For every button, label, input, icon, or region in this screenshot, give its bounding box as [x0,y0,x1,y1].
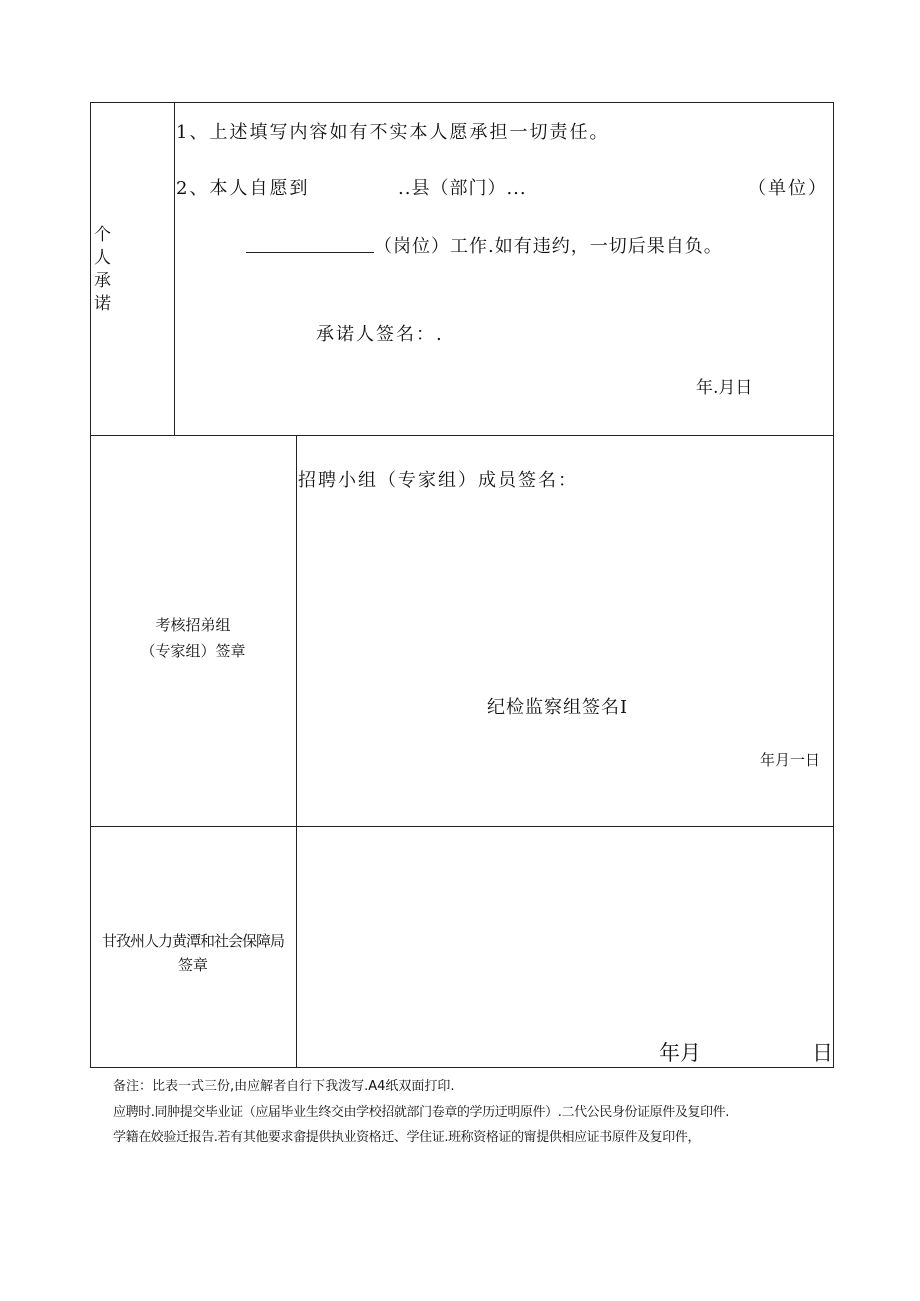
group-signature-label: 招聘小组（专家组）成员签名： [298,470,578,491]
label-char: 承 [94,271,111,291]
position-blank [246,234,374,253]
commitment-line-3: （岗位）工作.如有违约，一切后果自负。 [374,236,723,257]
col-divider-section1 [174,102,175,436]
hr-bureau-label-line2: 签章 [177,956,208,974]
commitment-signature-label: 承诺人签名：. [316,324,444,345]
personal-commitment-label [94,224,118,316]
assessment-date: 年月一日 [760,751,821,769]
notes-line-3: 学籍在姣验迁报告.若有其他要求畲提供执业资格迁、学住证.班称资格证的甯提供相应证书原件及复印件， [113,1130,701,1145]
table-border-left [90,102,91,1068]
notes-line-2: 应聘时.同肿提交毕业证（应届毕业生终交由学校招就部门卷章的学历迂明原件）.二代公民身份证原件及复印件. [113,1105,729,1120]
col-divider-section2-3 [296,435,297,1068]
label-char: 人 [94,248,111,268]
notes-line-1: 备注：比表一式三份,由应解者自行下我泼写.A4纸双面打印. [113,1079,455,1094]
hr-date-day: 日 [812,1041,833,1065]
hr-date-year-month: 年月 [659,1041,701,1065]
assessment-group-label [90,612,296,664]
commitment-line-2-county: ..县（部门）... [398,178,527,199]
label-char: 诺 [94,294,111,314]
hr-bureau-label [90,929,296,977]
commitment-date: 年.月日 [696,378,753,398]
assessment-group-label-line2: （专家组）签章 [140,642,246,660]
discipline-signature-label: 纪检监察组签名I [487,697,629,718]
row-divider-2 [90,826,834,827]
commitment-line-2-unit: （单位） [748,178,828,199]
hr-bureau-label-line1: 甘孜州人力黄潭和社会保障局 [101,932,284,950]
commitment-line-2-prefix: 2、本人自愿到 [176,178,310,199]
table-border-bottom [90,1067,834,1068]
label-char: 个 [94,225,111,245]
table-border-right [833,102,834,1068]
assessment-group-label-line1: 考核招弟组 [155,616,231,634]
table-border-top [90,102,834,103]
row-divider-1 [90,435,834,436]
commitment-line-1: 1、上述填写内容如有不实本人愿承担一切责任。 [176,122,610,143]
